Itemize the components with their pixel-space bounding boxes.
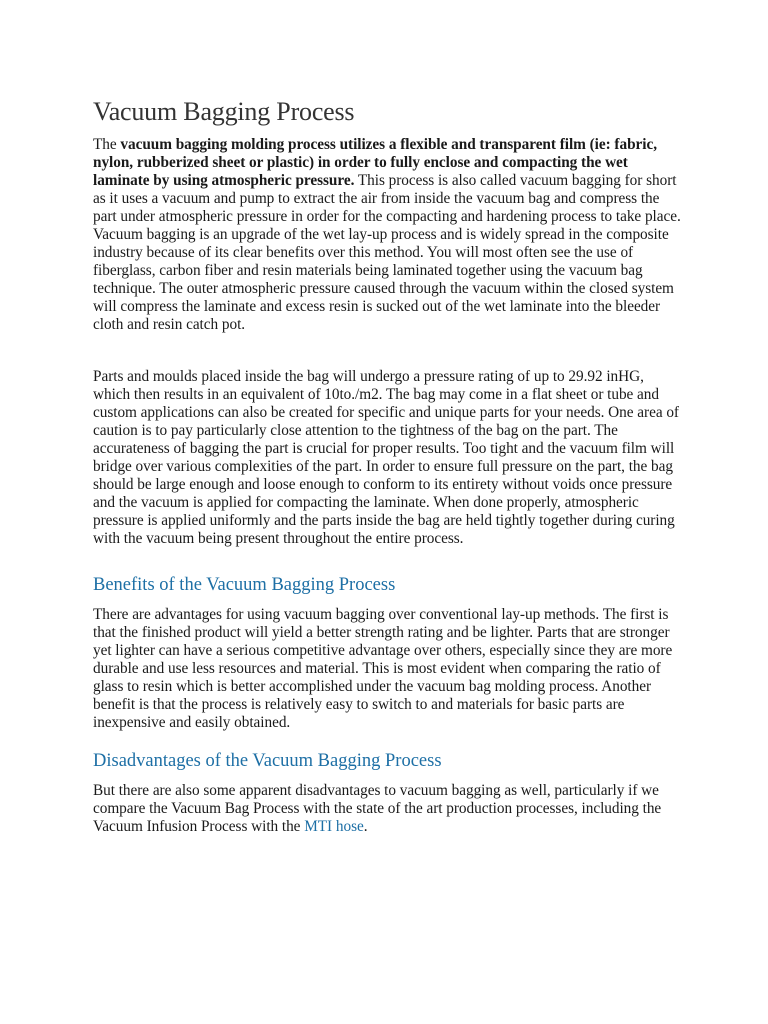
intro-bold-text: vacuum bagging molding process utilizes a flexible and transparent film (ie: fabric, nylon, rubberized sheet or plastic) in order to fully enclose and compacting the wet laminate by using atmospheric pressure.	[93, 136, 657, 189]
intro-paragraph	[93, 136, 683, 334]
benefits-paragraph: There are advantages for using vacuum bagging over conventional lay-up methods. The first is that the finished product will yield a better strength rating and be lighter. Parts that are stronger yet lighter can have a serious competitive advantage over others, especially since they are more durable and use less resources and material. This is most evident when comparing the ratio of glass to resin which is better accomplished under the vacuum bag molding process. Another benefit is that the process is relatively easy to switch to and materials for basic parts are inexpensive and easily obtained.	[93, 606, 673, 731]
intro-rest: This process is also called vacuum bagging for short as it uses a vacuum and pump to extract the air from inside the vacuum bag and compress the part under atmospheric pressure in order for the compacting and hardening process to take place. Vacuum bagging is an upgrade of the wet lay-up process and is widely spread in the composite industry because of its clear benefits over this method. You will most often see the use of fiberglass, carbon fiber and resin materials being laminated together using the vacuum bag technique. The outer atmospheric pressure caused through the vacuum within the closed system will compress the laminate and excess resin is sucked out of the wet laminate into the bleeder cloth and resin catch pot.	[93, 172, 681, 333]
mti-hose-link[interactable]: MTI hose	[304, 818, 364, 835]
intro-lead: The	[93, 136, 121, 153]
benefits-heading: Benefits of the Vacuum Bagging Process	[93, 575, 396, 595]
disadvantages-end: .	[363, 818, 368, 835]
article	[93, 96, 683, 836]
disadvantages-text: But there are also some apparent disadvantages to vacuum bagging as well, particularly if we compare the Vacuum Bag Process with the state of the art production processes, including the Vacuum Infusion Process with the	[93, 782, 662, 835]
pressure-paragraph: Parts and moulds placed inside the bag will undergo a pressure rating of up to 29.92 inHG, which then results in an equivalent of 10to./m2. The bag may come in a flat sheet or tube and custom applications can also be created for specific and unique parts for your needs. One area of caution is to pay particularly close attention to the tightness of the bag on the part. The accurateness of bagging the part is crucial for proper results. Too tight and the vacuum film will bridge over various complexities of the part. In order to ensure full pressure on the part, the bag should be large enough and loose enough to conform to its entirety without voids once pressure and the vacuum is applied for compacting the laminate. When done properly, atmospheric pressure is applied uniformly and the parts inside the bag are held tightly together during curing with the vacuum being present throughout the entire process.	[93, 368, 679, 547]
page-title: Vacuum Bagging Process	[93, 97, 355, 126]
disadvantages-heading: Disadvantages of the Vacuum Bagging Process	[93, 751, 442, 771]
disadvantages-paragraph	[93, 782, 683, 836]
